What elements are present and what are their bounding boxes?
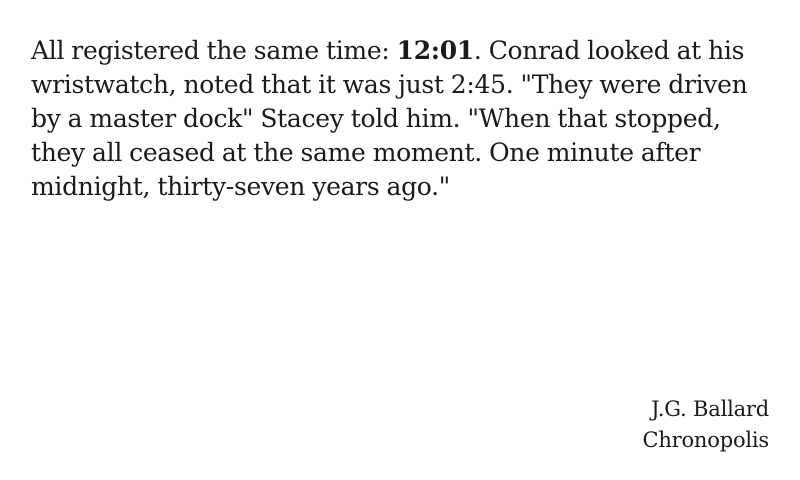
quote-text (31, 34, 771, 204)
book-title: Chronopolis (642, 428, 769, 452)
quote-text-after: . Conrad looked at his wristwatch, noted that it was just 2:45. "They were driven by a master dock" Stacey told him. "When that stopped, they all ceased at the same moment. One minute after midnight, thirty-seven years ago." (31, 36, 748, 201)
author-name: J.G. Ballard (651, 397, 769, 421)
quote-time-highlight: 12:01 (396, 36, 474, 65)
attribution (642, 394, 769, 456)
quote-text-before: All registered the same time: (31, 36, 397, 65)
